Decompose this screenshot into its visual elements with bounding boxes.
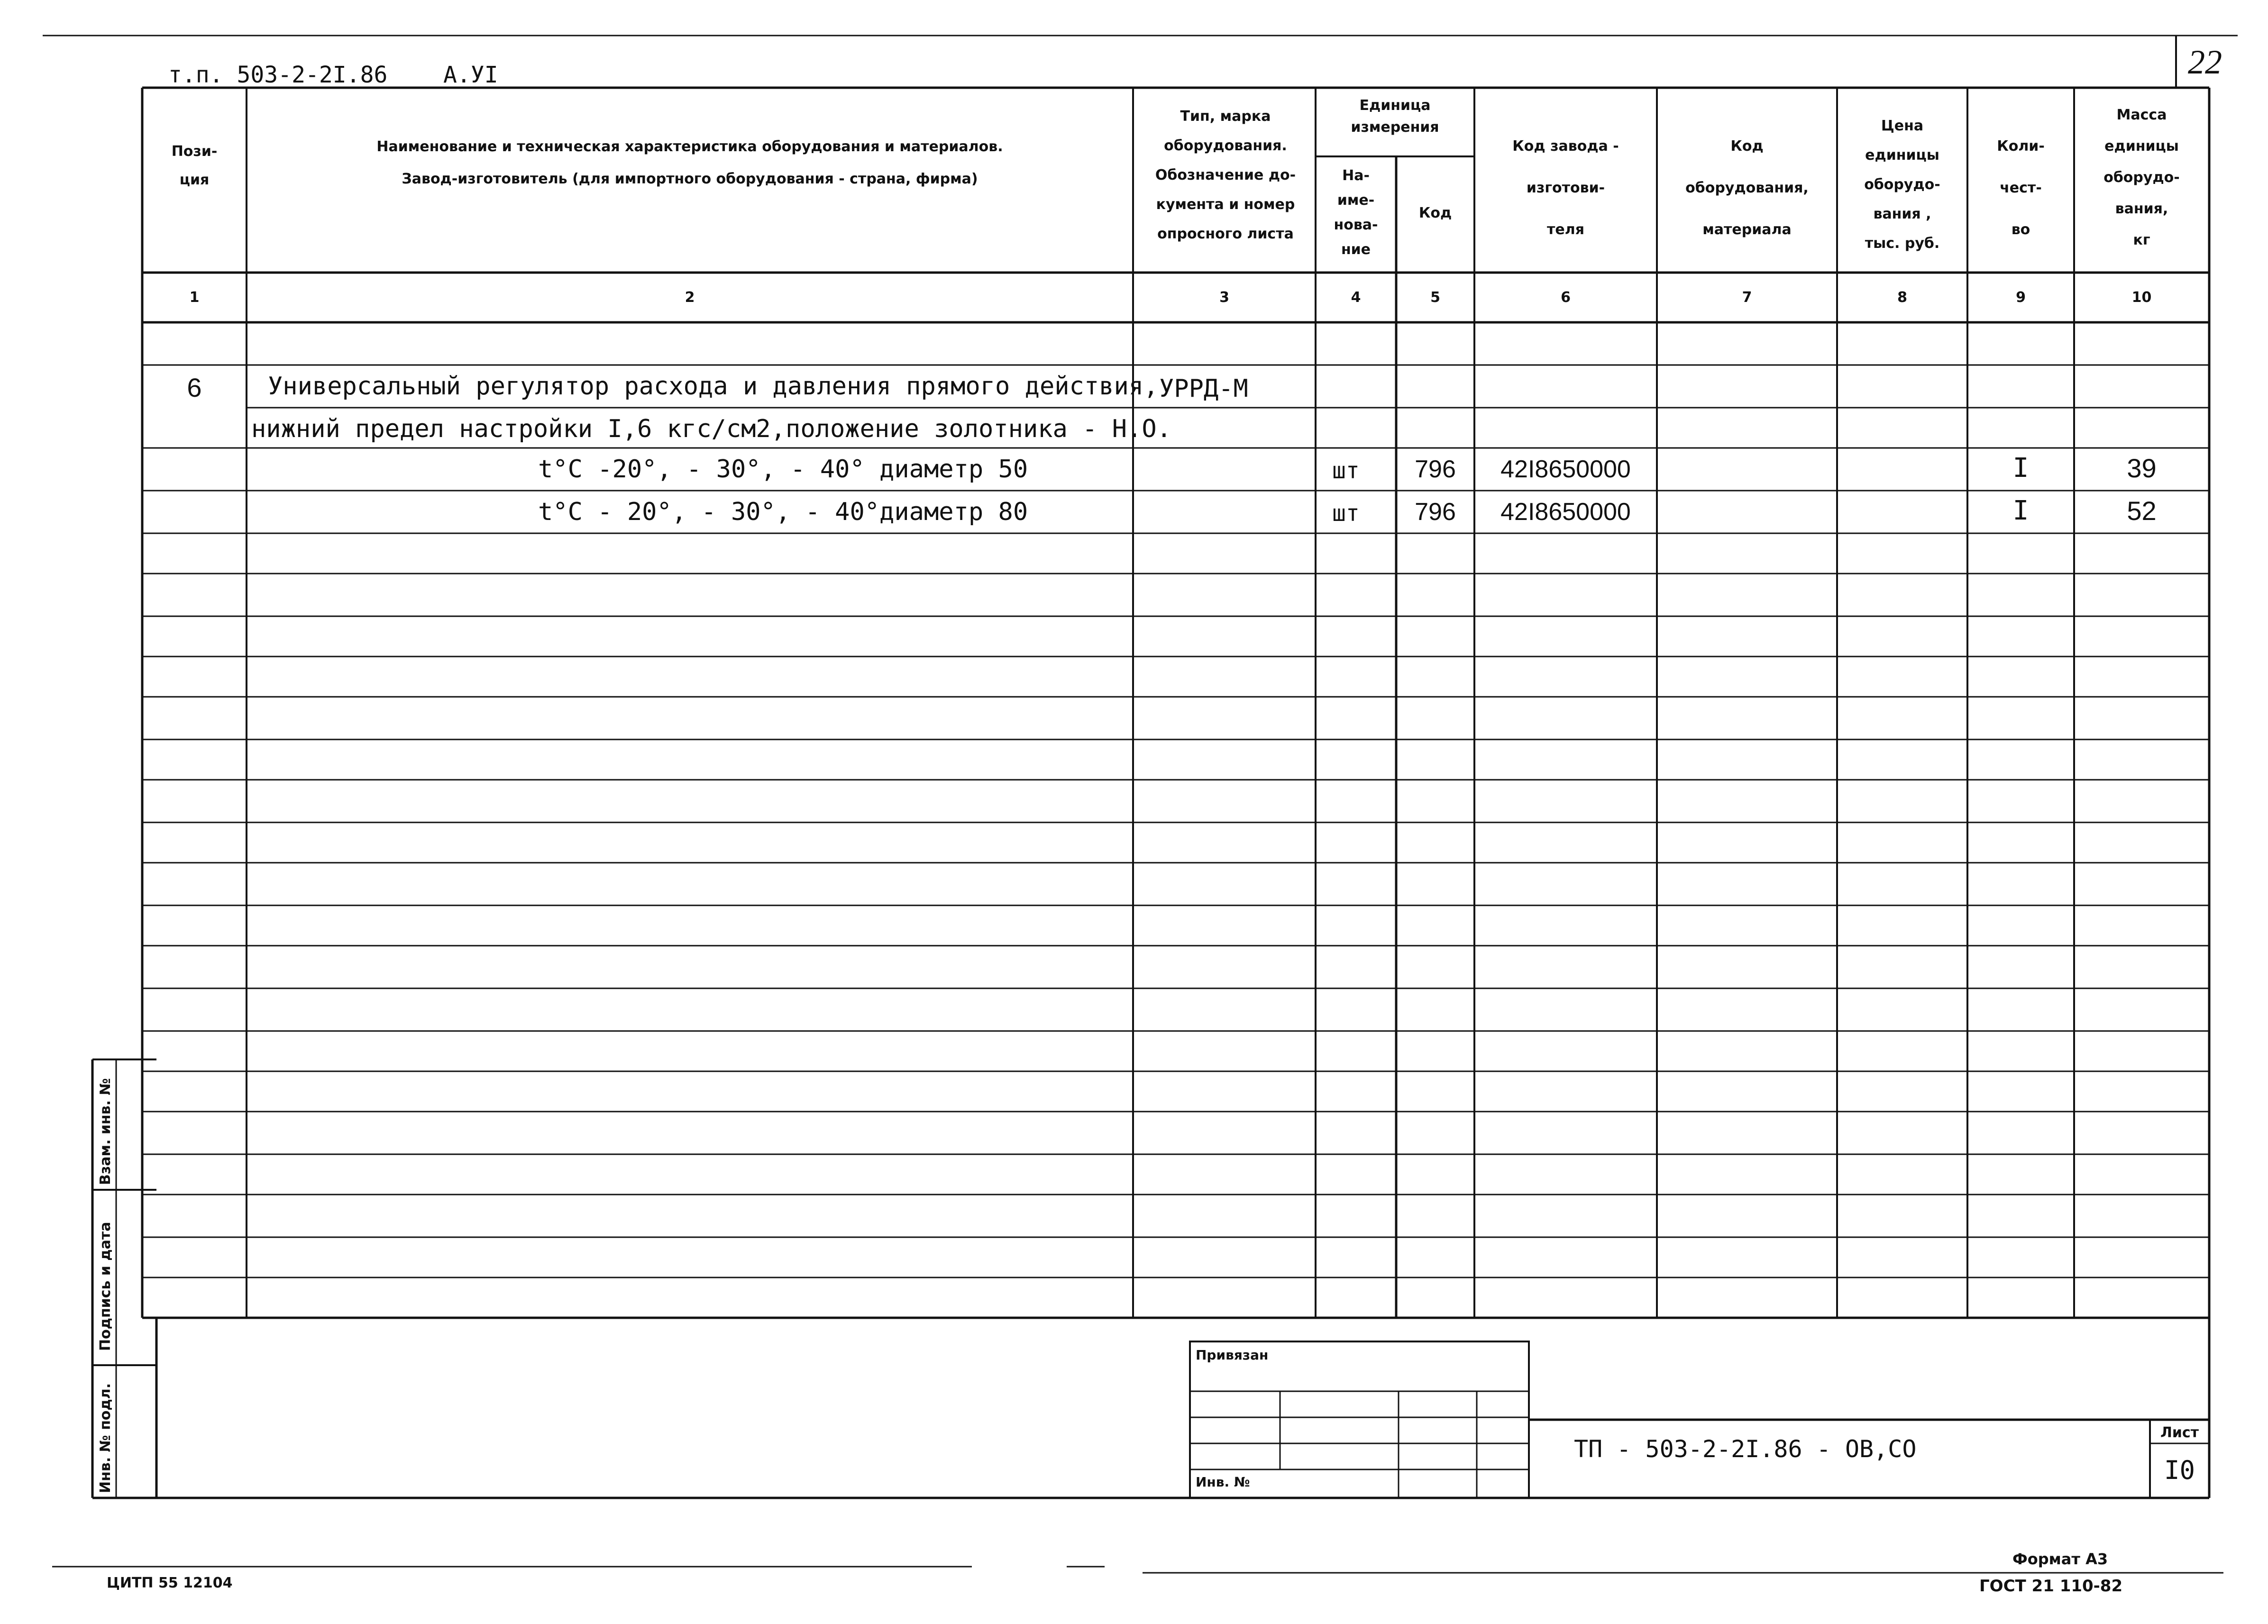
col-number-7: 7 <box>1742 289 1752 306</box>
col-number-6: 6 <box>1561 289 1571 306</box>
col-number-5: 5 <box>1430 289 1440 306</box>
stamp-privyazan: Привязан <box>1196 1347 1269 1363</box>
document-code: ТП - 503-2-2I.86 - ОВ,СО <box>1574 1435 1917 1463</box>
col-number-2: 2 <box>685 289 695 306</box>
col-number-9: 9 <box>2016 289 2026 306</box>
footer-tsitp: ЦИТП 55 12104 <box>107 1575 233 1591</box>
item1-name: t°C -20°, - 30°, - 40° диаметр 50 <box>538 455 1028 484</box>
col-number-4: 4 <box>1351 289 1361 306</box>
header-unit-code: Код <box>1418 205 1452 221</box>
col-number-3: 3 <box>1219 289 1229 306</box>
item1-maker-code: 42I8650000 <box>1500 456 1631 483</box>
sheet-label: Лист <box>2160 1424 2199 1441</box>
item-name-line2: нижний предел настройки I,6 кгс/см2,положение золотника - Н.О. <box>251 415 1172 443</box>
side-stamp-podpis: Подпись и дата <box>97 1222 114 1351</box>
header-quantity: Коли- чест- во <box>1997 138 2045 238</box>
stamp-inv-no: Инв. № <box>1196 1474 1250 1490</box>
item2-unit-code: 796 <box>1415 498 1456 526</box>
footer-gost: ГОСТ 21 110-82 <box>1979 1577 2123 1596</box>
item1-unit: шт <box>1332 457 1360 484</box>
header-name: Наименование и техническая характеристика оборудования и материалов. Завод-изготовитель (для импортного оборудования - страна, фирма) <box>376 138 1003 187</box>
doc-reference: т.п. 503-2-2I.86 <box>168 62 388 88</box>
side-stamp-vzam: Взам. инв. № <box>97 1078 114 1185</box>
footer-format: Формат А3 <box>2012 1550 2108 1568</box>
item2-maker-code: 42I8650000 <box>1500 498 1631 526</box>
item2-quantity: I <box>2012 495 2029 526</box>
col-number-8: 8 <box>1897 289 1907 306</box>
item-type: УРРД-М <box>1159 374 1248 403</box>
header-mass: Масса единицы оборудо- вания, кг <box>2103 107 2180 248</box>
header-unit-name: На- имe- нова- ние <box>1334 167 1378 258</box>
item2-name: t°C - 20°, - 30°, - 40°диаметр 80 <box>538 498 1028 526</box>
item1-mass: 39 <box>2127 453 2157 483</box>
album-reference: А.УI <box>443 62 498 88</box>
col-number-10: 10 <box>2131 289 2152 306</box>
item1-unit-code: 796 <box>1415 456 1456 483</box>
header-type: Тип, марка оборудования. Обозначение до- кумента и номер опросного листа <box>1155 108 1296 242</box>
item1-quantity: I <box>2012 453 2029 484</box>
row-position: 6 <box>187 373 202 402</box>
corner-page-number: 22 <box>2188 43 2222 81</box>
item2-unit: шт <box>1332 500 1360 527</box>
sheet-number: I0 <box>2164 1455 2195 1485</box>
side-stamp-inv: Инв. № подл. <box>97 1383 114 1493</box>
item-name-line1: Универсальный регулятор расхода и давления прямого действия, <box>268 372 1159 401</box>
header-maker-code: Код завода - изготови- теля <box>1512 138 1619 238</box>
header-position: Пози- ция <box>171 143 218 188</box>
col-number-1: 1 <box>189 289 200 306</box>
header-equipment-code: Код оборудования, материала <box>1685 138 1809 238</box>
header-unit-group: Единица измерения <box>1351 97 1439 136</box>
header-price: Цена единицы оборудо- вания , тыс. руб. <box>1864 118 1940 252</box>
item2-mass: 52 <box>2127 496 2157 526</box>
